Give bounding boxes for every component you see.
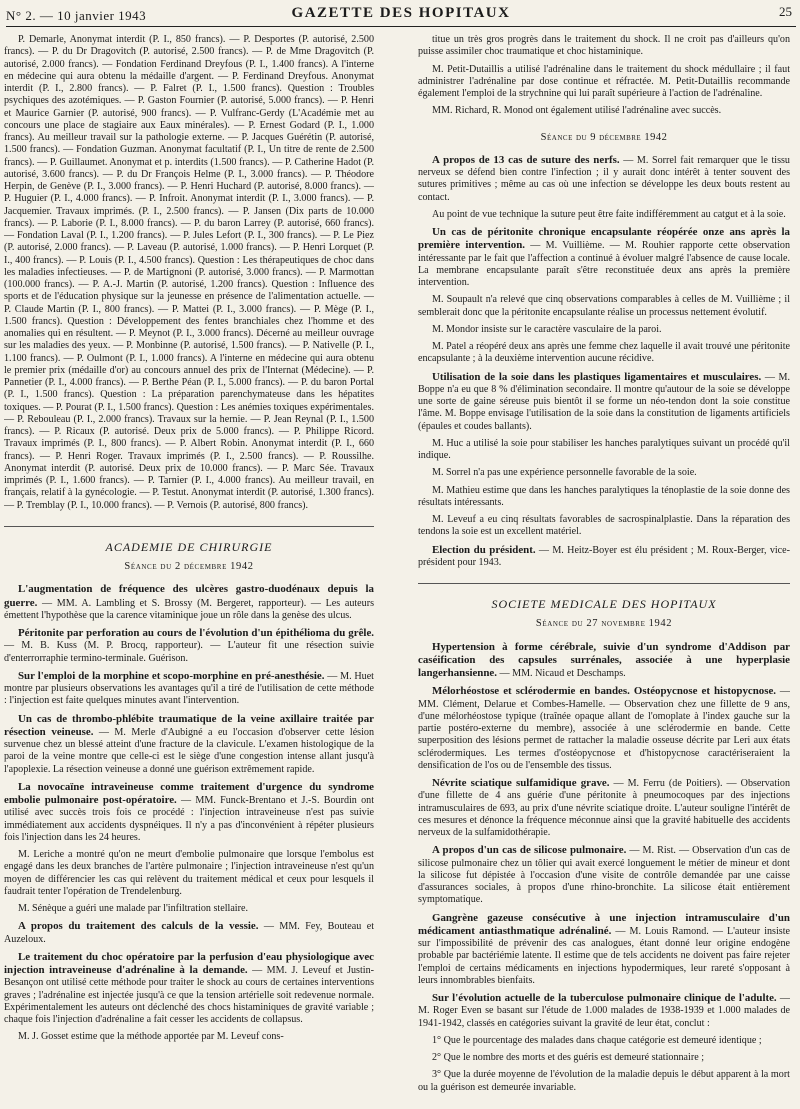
text-paragraph: M. Petit-Dutaillis a utilisé l'adrénaline dans le traitement du shock médullaire ; il faut administrer l'adrénaline par dose continue et réfractée. M. Petit-Dutaillis recommande également l'emploi de la strychnine qui lui paraît supérieure à l'action de l'adrénaline.	[418, 63, 790, 99]
article-body: — M. Rist. — Observation d'un cas de silicose pulmonaire chez un tôlier qui avait exercé longuement le métier de mineur et dont la silicose fut dépistée à l'occasion d'une visite de contrôle demandée par une caisse d'assurances sociales, à propos d'une rhino-bronchite. La silicose était entièrement symptomatique.	[418, 845, 790, 906]
article-paragraph	[4, 920, 374, 946]
article-paragraph	[418, 777, 790, 839]
article-paragraph	[418, 226, 790, 289]
article-paragraph	[4, 849, 374, 898]
article-paragraph	[418, 294, 790, 319]
article-paragraph	[418, 912, 790, 988]
article-title: Utilisation de la soie dans les plastiques ligamentaires et musculaires.	[432, 370, 762, 383]
page-header	[6, 2, 796, 27]
article-title: Un cas de thrombo-phlébite traumatique de la veine axillaire traitée par résection veineuse.	[4, 712, 374, 738]
left-column	[4, 34, 374, 1104]
article-title: La novocaïne intraveineuse comme traitement d'urgence du syndrome embolie pulmonaire post-opératoire.	[4, 780, 374, 806]
page-number: 25	[779, 4, 792, 19]
article-title: Névrite sciatique sulfamidique grave.	[432, 777, 610, 789]
seance-heading-3: Séance du 27 novembre 1942	[535, 618, 673, 630]
article-body: M. Mathieu estime que dans les hanches paralytiques la ténoplastie de la soie donne des résultats intéressants.	[418, 484, 790, 508]
article-paragraph	[418, 467, 790, 479]
article-title: L'augmentation de fréquence des ulcères gastro-duodénaux depuis la guerre.	[4, 583, 374, 609]
article-body: — M. B. Kuss (M. P. Brocq, rapporteur). — L'auteur fit une résection suivie d'enterrorraphie termino-terminale. Guérison.	[4, 640, 374, 664]
article-body: — MM. A. Lambling et S. Brossy (M. Bergeret, rapporteur). — Les auteurs émettent l'hypothèse que la carence vitaminique joue un rôle dans la genèse des ulcus.	[4, 597, 374, 621]
article-paragraph	[418, 438, 790, 463]
article-body: M. Sorrel n'a pas une expérience personnelle favorable de la soie.	[432, 467, 697, 479]
article-body: — MM. Nicaud et Deschamps.	[496, 668, 626, 679]
article-body: — MM. Clément, Delarue et Combes-Hamelle. — Observation chez une fillette de 9 ans, d'une mélorhéostose typique (traînée opaque allant de l'omoplate à l'index gauche sur la partie postéro-externe du membre), associée à une sclérodermie en bande. Cette superposition des lésions permet de rattacher la maladie osseuse décrite par Leri aux états sclérodermiques. Les termes d'ostéopycnose et d'histopycnose caractériseraient la densification de l'os ou de l'ensemble des tissus.	[418, 686, 790, 771]
prize-list: P. Demarle, Anonymat interdit (P. I., 850 francs). — P. Desportes (P. autorisé, 2.500 francs). — P. du Dr Dragovitch (P. autorisé, 2.500 francs). — P. de Mme Dragovitch (P. autorisé, 2.000 francs). — Fondation Ferdinand Dreyfous (P. I., 1.400 francs). A l'interne en médecine qui aura obtenu la médaille d'argent. — P. Ferdinand Dreyfous. Anonymat interdit (P. I., 2.800 francs). — P. Falret (P. I., 1.500 francs). Question : Troubles psychiques des azotémiques. — P. Gaston Fournier (P. autorisé, 5.000 francs). — P. Henri et Maurice Garnier (P. autorisé, 900 francs). — P. Vulfranc-Gerdy (L'Académie met au concours une place de stagiaire aux Eaux minérales). — P. Ernest Godard (P. I., 1.000 francs). Au meilleur travail sur la pathologie externe. — P. Jacques Guérétin (P. autorisé, 1.500 francs). — Fondation Guzman. Anonymat facultatif (P. I., Un titre de rente de 2.500 francs). — P. Guillaumet. Anonymat et p. interdits (1.500 francs). — P. Catherine Hadot (P. autorisé, 3.600 francs). — P. du Dr François Helme (P. I., 3.000 francs). — P. Théodore Herpin, de Genève (P. I., 3.000 francs). — P. Henri Huchard (P. autorisé, 8.000 francs). — P. Huguier (P. I., 4.000 francs). — P. Infroit. Anonymat interdit (P. I., 3.000 francs). — P. Jacquemier. Travaux imprimés. (P. I., 2.500 francs). — P. Jansen (Dix parts de 10.000 francs). — P. Laborie (P. I., 8.000 francs). — P. du baron Larrey (P. autorisé, 660 francs). — Fondation Laval (P. I., 1.200 francs). — P. Jules Lefort (P. I., 300 francs). — P. Le Piez (P. autorisé, 2.000 francs). — P. Laveau (P. autorisé, 1.000 francs). — P. Henri Lorquet (P. I., 400 francs). — P. Louis (P. I., 4.500 francs). Question : Les thérapeutiques de choc dans les maladies infectieuses. — P. de Martignoni (P. autorisé, 3.000 francs). — P. Marmottan (100.000 francs). — P. A.-J. Martin (P. autorisé, 1.200 francs). Question : Influence des sports et de l'éducation physique sur la jeunesse en présence de l'alimentation actuelle. — P. Claude Martin (P. I., 800 francs). — P. Mattei (P. I., 3.000 francs). — P. Mège (P. I., 1.500 francs). Question : Développement des fentes branchiales chez l'homme et des anomalies qui en résultent. — P. Meynot (P. I., 3.000 francs). Décerné au meilleur ouvrage sur les maladies des yeux. — P. Monbinne (P. autorisé, 1.500 francs). — P. Nativelle (P. I., 1.100 francs). — P. Oulmont (P. I., 1.000 francs). A l'interne en médecine qui aura obtenu le premier prix (médaille d'or) au concours annuel des prix de l'Internat (Médecine). — P. Pannetier (P. I., 4.000 francs). — P. Berthe Péan (P. I., 5.000 francs). — P. du baron Portal (P. I., 1.500 francs). Question : La préparation parenchymateuse dans les hépatites toxiques. — P. Pourat (P. I., 1.500 francs). Question : Les anémies toxiques expérimentales. — P. Rebouleau (P. I., 2.000 francs). Travaux sur la hernie. — P. Jean Reynal (P. I., 1.500 francs). — P. Ricaux (P. autorisé. Deux prix de 5.000 francs). — P. Philippe Ricord. Travaux imprimés (P. I., 800 francs). — P. Albert Robin. Anonymat interdit (P. I., 660 francs). — P. Henri Roger. Travaux imprimés (P. I., 2.500 francs). — P. Roussilhe. Anonymat interdit (P. autorisé. Deux prix de 10.000 francs). — P. Marc Sée. Travaux imprimés (P. I., 1.600 francs). — P. Tarnier (P. I., 4.000 francs). Au meilleur travail, en français, relatif à la gynécologie. — P. Testut. Anonymat interdit (P. autorisé, 1.300 francs). — P. Tremblay (P. I., 10.000 francs). — P. Vernois (P. autorisé, 800 francs).	[4, 34, 374, 511]
article-paragraph	[418, 209, 790, 221]
article-body: — MM. J. Leveuf et Justin-Besançon ont utilisé cette méthode pour traiter le shock au cours de certaines interventions graves ; l'adrénaline est injectée jusqu'à ce que la tension artérielle soit redevenue normale. Expérimentalement les auteurs ont déclenché des chocs histaminiques de gravité variable ; chaque fois l'injection d'adrénaline a fait cesser les accidents de collapsus.	[4, 965, 374, 1025]
article-body: — MM. Fey, Bouteau et Auzeloux.	[4, 921, 374, 945]
article-body: M. Sénèque a guéri une malade par l'infiltration stellaire.	[18, 903, 248, 914]
article-title: Le traitement du choc opératoire par la perfusion d'eau physiologique avec injection intraveineuse d'adrénaline à la demande.	[4, 950, 374, 976]
article-paragraph	[418, 641, 790, 681]
article-body: — M. Heitz-Boyer est élu président ; M. Roux-Berger, vice-président pour 1943.	[418, 544, 790, 568]
article-body: — M. Sorrel fait remarquer que le tissu nerveux se défend bien contre l'infection ; il y aurait donc intérêt à tenter souvent des sutures primitives ; même au cas où une infection se développe les deux bouts restent au contact.	[418, 154, 790, 203]
article-body: — MM. Funck-Brentano et J.-S. Bourdin ont utilisé avec succès trois fois ce procédé : l'injection intraveineuse n'est pas suivie immédiatement aux accidents dyspnéiques. Il n'y a pas d'inconvénient à répéter plusieurs fois l'injection dans les 24 heures.	[4, 795, 374, 843]
article-paragraph	[418, 154, 790, 204]
section-title-academie: ACADEMIE DE CHIRURGIE	[4, 526, 374, 553]
seance-heading-2: Séance du 9 décembre 1942	[540, 131, 668, 143]
article-body: — M. Huet montre par plusieurs observations les avantages qu'il a tiré de l'utilisation de cette méthode : l'injection est faite quelques minutes avant l'intervention.	[4, 670, 374, 707]
article-paragraph	[418, 544, 790, 570]
article-paragraph	[4, 1031, 374, 1043]
right-column	[418, 34, 790, 1104]
text-paragraph: 1° Que le pourcentage des malades dans chaque catégorie est demeuré identique ;	[432, 1034, 762, 1046]
article-paragraph	[418, 485, 790, 510]
article-body: M. Patel a réopéré deux ans après une femme chez laquelle il avait trouvé une péritonite encapsulante ; à la deuxième intervention aucune récidive.	[418, 341, 790, 365]
article-title: A propos du traitement des calculs de la vessie.	[18, 920, 259, 933]
article-title: Hypertension à forme cérébrale, suivie d'un syndrome d'Addison par caséification des capsules surrénales, associée à une hyperplasie langerhansienne.	[418, 640, 790, 679]
right-articles-2	[418, 641, 790, 1030]
article-paragraph	[418, 341, 790, 366]
article-body: M. Soupault n'a relevé que cinq observations comparables à celles de M. Vuillième ; il semblerait donc que la péritonite encapsulante réalise un processus nettement évolutif.	[418, 294, 790, 318]
article-paragraph	[4, 583, 374, 622]
article-paragraph	[4, 713, 374, 776]
text-paragraph: MM. Richard, R. Monod ont également utilisé l'adrénaline avec succès.	[432, 105, 722, 117]
article-title: A propos de 13 cas de suture des nerfs.	[432, 153, 620, 166]
article-paragraph	[418, 992, 790, 1030]
right-top-paragraphs	[418, 34, 790, 118]
article-paragraph	[418, 371, 790, 433]
article-body: M. Huc a utilisé la soie pour stabiliser les hanches paralytiques suivant un procédé qu'il indique.	[418, 437, 790, 461]
article-title: Péritonite par perforation au cours de l'évolution d'un épithélioma du grêle.	[18, 627, 374, 639]
issue-date: N° 2. — 10 janvier 1943	[6, 8, 147, 23]
left-articles	[4, 583, 374, 1043]
article-title: Election du président.	[432, 543, 536, 556]
text-paragraph: 2° Que le nombre des morts et des guéris est demeuré stationnaire ;	[432, 1052, 705, 1063]
article-body: M. Leveuf a eu cinq résultats favorables de sacrospinalplastie. Dans la réparation des tendons la soie est un excellent matériel.	[418, 514, 790, 538]
article-paragraph	[418, 685, 790, 772]
article-body: — M. Louis Ramond. — L'auteur insiste sur l'impossibilité de prévenir des cas analogues, étant donné leur origine endogène probable par bactériémie latente. Il estime que de tels accidents ne doivent pas faire rejeter l'emploi de certains médicaments en injections hypodermiques, leur rareté s'opposant à leurs innombrables bienfaits.	[418, 925, 790, 986]
article-body: M. J. Gosset estime que la méthode apportée par M. Leveuf cons-	[18, 1031, 284, 1043]
article-paragraph	[418, 514, 790, 539]
article-paragraph	[418, 844, 790, 906]
text-paragraph: 3° Que la durée moyenne de l'évolution de la maladie depuis le début apparent à la mort ou la guérison est demeurée invariable.	[418, 1069, 790, 1093]
right-articles-1	[418, 154, 790, 569]
journal-title: GAZETTE DES HOPITAUX	[291, 5, 511, 21]
section-title-societe: SOCIETE MEDICALE DES HOPITAUX	[418, 583, 790, 610]
article-body: M. Leriche a montré qu'on ne meurt d'embolie pulmonaire que lorsque l'embolus est engagé dans les deux branches de l'artère pulmonaire ; l'injection intraveineuse n'est qu'un moyen de différencier les cas qui relèvent du traitement médical et ceux pour lesquels il faudrait tenter l'opération de Trendelenburg.	[4, 849, 374, 897]
article-body: — M. Roger Even se basant sur l'étude de 1.000 malades de 1938-1939 et 1.000 malades de 1941-1942, classés en catégories suivant la gravité de leur état, conclut :	[418, 993, 790, 1029]
article-title: Mélorhéostose et sclérodermie en bandes. Ostéopycnose et histopycnose.	[432, 685, 777, 698]
article-paragraph	[418, 324, 790, 336]
conclusions	[418, 1035, 790, 1094]
article-body: — M. Boppe n'a eu que 8 % d'élimination secondaire. Il montre qu'autour de la soie se développe une sorte de gaine séreuse puis bientôt il se forme un néo-tendon dont la soie constitue l'âme. M. Boppe envisage l'utilisation de la soie dans la constitution de ligaments artificiels (épaules et coudes ballants).	[418, 371, 790, 432]
article-paragraph	[4, 951, 374, 1027]
article-title: Un cas de péritonite chronique encapsulante réopérée onze ans après la première intervention.	[418, 226, 790, 252]
seance-heading: Séance du 2 décembre 1942	[124, 561, 254, 572]
article-body: Au point de vue technique la suture peut être faite indifféremment au catgut et à la soie.	[432, 208, 786, 220]
article-title: Sur l'évolution actuelle de la tuberculose pulmonaire clinique de l'adulte.	[432, 992, 777, 1004]
article-title: Sur l'emploi de la morphine et scopo-morphine en pré-anesthésie.	[18, 669, 325, 682]
article-body: — M. Ferru (de Poitiers). — Observation d'une fillette de 4 ans guérie d'une péritonite à pneumocoques par des injections intramusculaires de 693, au prix d'une névrite sciatique droite. L'auteur souligne l'intérêt de ces mesures et dénonce la fréquence méconnue ainsi que la gravité habituelle des accidents nerveux de la sulfamidothérapie.	[418, 778, 790, 838]
article-paragraph	[4, 781, 374, 844]
article-body: — M. Merle d'Aubigné a eu l'occasion d'observer cette lésion survenue chez un blessé atteint d'une fracture de la clavicule. L'examen histologique de la paroi de la veine montre que celle-ci est le siège d'une congestion intense allant jusqu'à l'apoplexie. La résection veineuse a donné une guérison extrêmement rapide.	[4, 726, 374, 775]
article-paragraph	[4, 627, 374, 665]
article-body: — M. Vuillième. — M. Rouhier rapporte cette observation intéressante par le fait que l'affection a continué à évoluer malgré l'absence de cause locale. La membrane encapsulante paraît s'être reconstituée deux ans après la première intervention.	[418, 240, 790, 288]
article-title: Gangrène gazeuse consécutive à une injection intramusculaire d'un médicament antiasthmatique adrénaliné.	[418, 911, 790, 937]
article-body: M. Mondor insiste sur le caractère vasculaire de la paroi.	[432, 323, 662, 335]
article-title: A propos d'un cas de silicose pulmonaire.	[432, 844, 627, 857]
article-paragraph	[4, 670, 374, 708]
text-paragraph: titue un très gros progrès dans le traitement du shock. Il ne croit pas d'ailleurs qu'on puisse assimiler choc traumatique et choc histaminique.	[418, 34, 790, 58]
article-paragraph	[4, 903, 374, 915]
